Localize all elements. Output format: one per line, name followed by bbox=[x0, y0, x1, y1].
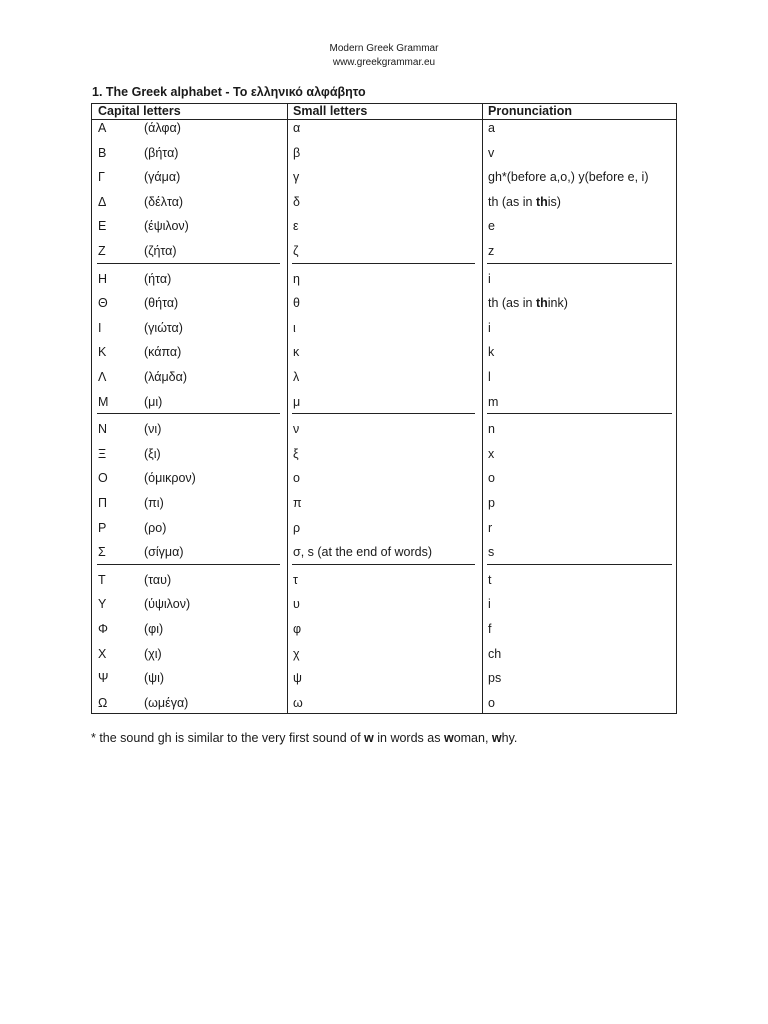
capital-letter: Κ bbox=[98, 345, 107, 360]
small-letter: β bbox=[293, 145, 301, 160]
capital-letter: Ι bbox=[98, 320, 102, 335]
small-letter: ν bbox=[293, 422, 300, 437]
small-letter: ο bbox=[293, 471, 300, 486]
pronunciation: a bbox=[488, 121, 495, 135]
group-divider bbox=[487, 263, 672, 264]
capital-letter: Ω bbox=[98, 695, 108, 710]
letter-name: (μι) bbox=[144, 394, 163, 409]
capital-letter: Υ bbox=[98, 597, 107, 612]
letter-name: (έψιλον) bbox=[144, 219, 189, 234]
header-url: www.greekgrammar.eu bbox=[332, 57, 436, 68]
capital-letter: Θ bbox=[98, 296, 108, 311]
capital-letter: Χ bbox=[98, 646, 107, 661]
pronunciation: k bbox=[488, 345, 495, 360]
letter-name: (ρο) bbox=[144, 520, 167, 535]
letter-name: (σίγμα) bbox=[144, 545, 184, 560]
alphabet-table bbox=[91, 103, 677, 714]
small-letter: υ bbox=[293, 597, 300, 612]
group-divider bbox=[487, 413, 672, 414]
capital-letter: Ξ bbox=[98, 446, 107, 461]
capital-letter: Ν bbox=[98, 422, 108, 437]
pronunciation: i bbox=[488, 597, 491, 612]
letter-name: (θήτα) bbox=[144, 296, 179, 311]
letter-name: (δέλτα) bbox=[144, 194, 184, 209]
column-divider bbox=[287, 104, 288, 713]
capital-letter: Σ bbox=[98, 545, 106, 560]
header-title: Modern Greek Grammar bbox=[329, 43, 439, 54]
capital-letter: Ψ bbox=[98, 671, 109, 686]
letter-name: (ωμέγα) bbox=[144, 695, 189, 710]
section-title: 1. The Greek alphabet - Το ελληνικό αλφάβητο bbox=[92, 85, 366, 99]
letter-name: (λάμδα) bbox=[144, 370, 187, 384]
group-divider bbox=[97, 413, 280, 414]
pronunciation: v bbox=[488, 145, 495, 160]
group-divider bbox=[292, 564, 475, 565]
footnote: * the sound gh is similar to the very first sound of w in words as woman, why. bbox=[91, 731, 518, 745]
capital-letter: Α bbox=[98, 121, 107, 135]
capital-letter: Β bbox=[98, 145, 107, 160]
pronunciation: l bbox=[488, 370, 491, 384]
document-header bbox=[0, 42, 768, 70]
capital-letter: Λ bbox=[98, 370, 107, 384]
group-divider bbox=[487, 564, 672, 565]
group-divider bbox=[292, 263, 475, 264]
column-divider bbox=[482, 104, 483, 713]
small-letter: η bbox=[293, 271, 300, 286]
capital-letter: Π bbox=[98, 496, 108, 510]
capital-letter: Ρ bbox=[98, 520, 107, 535]
capital-letter: Φ bbox=[98, 622, 108, 636]
small-letter: ξ bbox=[293, 446, 299, 461]
small-letter: ι bbox=[293, 320, 296, 335]
pronunciation: o bbox=[488, 471, 495, 486]
col-header-small: Small letters bbox=[293, 104, 368, 118]
small-letter: δ bbox=[293, 194, 300, 209]
capital-letter: Δ bbox=[98, 194, 107, 209]
capital-letter: Η bbox=[98, 271, 108, 286]
letter-name: (φι) bbox=[144, 622, 164, 636]
col-header-capital: Capital letters bbox=[98, 104, 181, 118]
small-letter: π bbox=[293, 496, 302, 510]
pronunciation: gh*(before a,o,) y(before e, i) bbox=[488, 170, 649, 185]
letter-name: (γάμα) bbox=[144, 170, 181, 185]
small-letter: τ bbox=[293, 572, 298, 587]
small-letter: λ bbox=[293, 370, 300, 384]
pronunciation: s bbox=[488, 545, 495, 560]
letter-name: (ήτα) bbox=[144, 271, 172, 286]
capital-letter: Ζ bbox=[98, 244, 106, 258]
pronunciation: r bbox=[488, 520, 493, 535]
letter-name: (ψι) bbox=[144, 671, 165, 686]
small-letter: ζ bbox=[293, 244, 299, 258]
group-divider bbox=[97, 564, 280, 565]
capital-letter: Ε bbox=[98, 219, 107, 234]
pronunciation: t bbox=[488, 572, 492, 587]
pronunciation: x bbox=[488, 446, 495, 461]
group-divider bbox=[97, 263, 280, 264]
small-letter: μ bbox=[293, 394, 301, 409]
capital-letter: Τ bbox=[98, 572, 106, 587]
pronunciation: ps bbox=[488, 671, 502, 686]
letter-name: (ξι) bbox=[144, 446, 161, 461]
pronunciation: e bbox=[488, 219, 495, 234]
pronunciation: z bbox=[488, 244, 495, 258]
letter-name: (βήτα) bbox=[144, 145, 179, 160]
small-letter: ρ bbox=[293, 520, 301, 535]
pronunciation: th (as in think) bbox=[488, 296, 568, 311]
letter-name: (ύψιλον) bbox=[144, 597, 191, 612]
letter-name: (πι) bbox=[144, 496, 164, 510]
col-header-pronunciation: Pronunciation bbox=[488, 104, 573, 118]
pronunciation: i bbox=[488, 271, 491, 286]
pronunciation: th (as in this) bbox=[488, 194, 561, 209]
small-letter: ψ bbox=[293, 671, 302, 686]
pronunciation: n bbox=[488, 422, 495, 437]
group-divider bbox=[292, 413, 475, 414]
small-letter: α bbox=[293, 121, 301, 135]
letter-name: (νι) bbox=[144, 422, 162, 437]
small-letter: ω bbox=[293, 695, 303, 710]
pronunciation: o bbox=[488, 695, 495, 710]
pronunciation: p bbox=[488, 496, 495, 510]
capital-letter: Ο bbox=[98, 471, 108, 486]
letter-name: (όμικρον) bbox=[144, 471, 196, 486]
letter-name: (ταυ) bbox=[144, 572, 172, 587]
pronunciation: ch bbox=[488, 646, 502, 661]
capital-letter: Μ bbox=[98, 394, 109, 409]
letter-name: (άλφα) bbox=[144, 121, 181, 135]
small-letter: κ bbox=[293, 345, 300, 360]
pronunciation: i bbox=[488, 320, 491, 335]
small-letter: σ, s (at the end of words) bbox=[293, 545, 433, 560]
pronunciation: f bbox=[488, 622, 492, 636]
letter-name: (γιώτα) bbox=[144, 320, 183, 335]
letter-name: (χι) bbox=[144, 646, 162, 661]
small-letter: ε bbox=[293, 219, 299, 234]
letter-name: (ζήτα) bbox=[144, 244, 177, 258]
small-letter: φ bbox=[293, 622, 302, 636]
small-letter: γ bbox=[293, 170, 300, 185]
letter-name: (κάπα) bbox=[144, 345, 182, 360]
capital-letter: Γ bbox=[98, 170, 105, 185]
small-letter: θ bbox=[293, 296, 300, 311]
pronunciation: m bbox=[488, 394, 499, 409]
small-letter: χ bbox=[293, 646, 300, 661]
